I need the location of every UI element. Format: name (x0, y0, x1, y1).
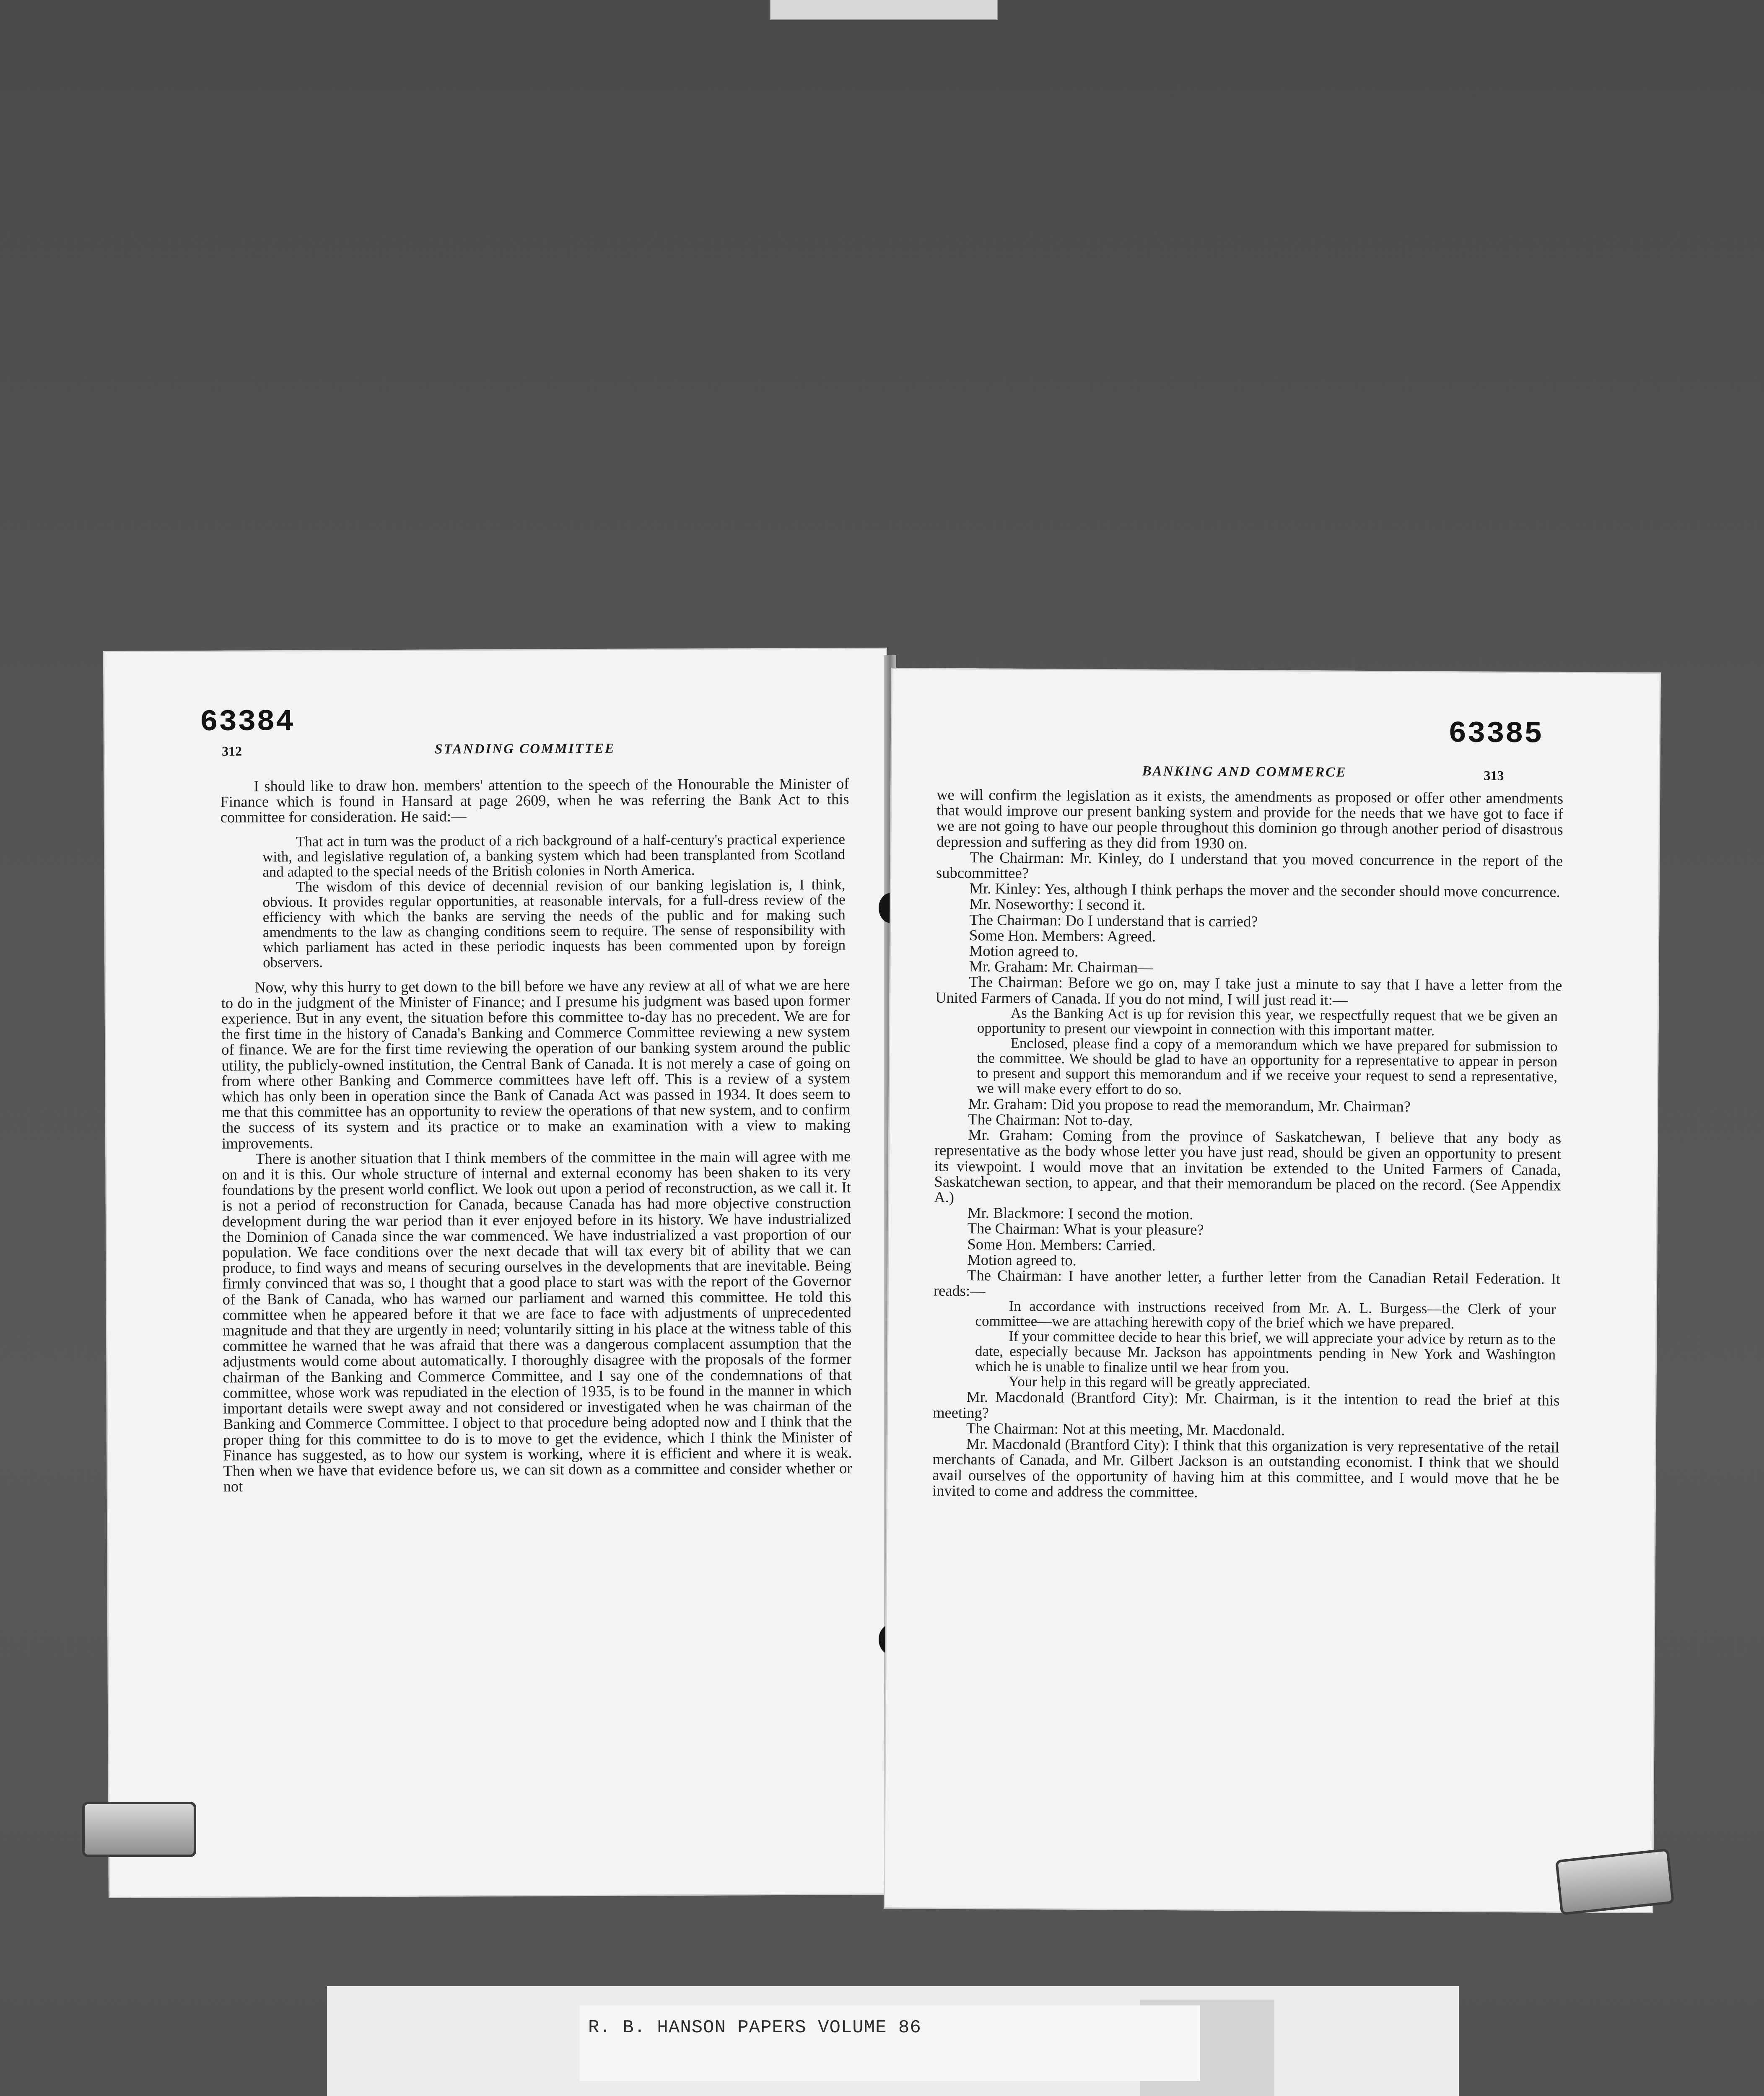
right-paragraph: If your committee decide to hear this brief, we will appreciate your advice by return as to the date, especially because Mr. Jackson has appointments pending in New York and Washington which he is unable to finalize until we hear from you. (975, 1328, 1556, 1377)
right-paragraph: The Chairman: I have another letter, a further letter from the Canadian Retail Federation. It reads:— (933, 1266, 1561, 1300)
right-paragraph: Mr. Macdonald (Brantford City): I think that this organization is very representative of the retail merchants of Canada, and Mr. Gilbert Jackson is an outstanding economist. I think that we should avail ourselves of the opportunity of having him at this committee, and I would move that he be invited to come and address the committee. (932, 1435, 1559, 1501)
right-paragraph: Mr. Graham: Coming from the province of Saskatchewan, I believe that any body as representative as the body whose letter you have just read, should be given an opportunity to present its viewpoint. I would move that an invitation be extended to the United Farmers of Canada, Saskatchewan section, to appear, and that their memorandum be placed on the record. (See Appendix A.) (934, 1126, 1562, 1206)
right-paragraph: Mr. Graham: Mr. Chairman— (969, 957, 1153, 976)
right-paragraph: The Chairman: What is your pleasure? (967, 1219, 1204, 1239)
left-paragraph: I should like to draw hon. members' attention to the speech of the Honourable the Minister of Finance which is found in Hansard at page 2609, when he was referring the Bank Act to this committee for consideration. He said:— (220, 775, 849, 826)
right-paragraph: As the Banking Act is up for revision this year, we respectfully request that we be given an opportunity to present our viewpoint in connection with this important matter. (977, 1004, 1558, 1039)
right-paragraph: The Chairman: Before we go on, may I take just a minute to say that I have a letter from the United Farmers of Canada. If you do not mind, I will just read it:— (935, 973, 1562, 1009)
right-paragraph: Enclosed, please find a copy of a memorandum which we have prepared for submission to the committee. We should be glad to have an opportunity for a representative to appear in person to present and support this memorandum and if we receive your request to send a representative, we will make every effort to do so. (976, 1035, 1558, 1098)
right-paragraph: Mr. Kinley: Yes, although I think perhaps the mover and the seconder should move concurrence. (969, 879, 1560, 900)
paper-clip-right (1555, 1848, 1674, 1915)
right-page-number: 313 (1484, 768, 1504, 783)
right-page-text (932, 787, 1563, 1502)
archive-volume-text: R. B. HANSON PAPERS VOLUME 86 (588, 2017, 921, 2038)
right-paragraph: Mr. Blackmore: I second the motion. (967, 1204, 1193, 1223)
right-paragraph: Some Hon. Members: Agreed. (969, 926, 1156, 945)
left-page-number: 312 (221, 743, 242, 759)
right-paragraph: Mr. Macdonald (Brantford City): Mr. Chairman, is it the intention to read the brief at this meeting? (933, 1388, 1560, 1422)
left-page (103, 648, 892, 1898)
right-page (884, 668, 1661, 1913)
left-paragraph: That act in turn was the product of a rich background of a half-century's practical experience with, and legislative regulation of, a banking system which had been transplanted from Scotland and adapted to the special needs of the British colonies in North America. (262, 830, 846, 880)
right-paragraph: we will confirm the legislation as it exists, the amendments as proposed or offer other amendments that would improve our present banking system and provide for the needs that we have got to face if we are not going to have our people throughout this dominion go through another period of disastrous depression and suffering as they did from 1930 on. (936, 786, 1564, 852)
right-paragraph: Your help in this regard will be greatly appreciated. (1008, 1373, 1311, 1392)
left-paragraph: Now, why this hurry to get down to the bill before we have any review at all of what we are here to do in the judgment of the Minister of Finance; and I presume his judgment was based upon former experience. But in any event, the situation before this committee to-day has no precedent. We are for the first time in the history of Canada's Banking and Commerce Committee reviewing a new system of finance. We are for the first time reviewing the operation of our banking system around the public utility, the publicly-owned institution, the Central Bank of Canada. It is not merely a case of going on from where other Banking and Commerce committees have left off. This is a review of a system which has only been in operation since the Bank of Canada Act was passed in 1934. It does seem to me that this committee has an opportunity to review the operations of that new system, and to confirm the success of its system and its practice or to make an examination with a view to making improvements. (221, 975, 851, 1152)
right-paragraph: Some Hon. Members: Carried. (967, 1235, 1156, 1254)
right-paragraph: Motion agreed to. (969, 942, 1079, 960)
left-stamp-number: 63384 (200, 705, 295, 739)
left-page-text (220, 776, 852, 1494)
archive-volume-label (580, 2005, 1200, 2081)
right-running-head: BANKING AND COMMERCE (1142, 763, 1347, 780)
right-paragraph: The Chairman: Do I understand that is carried? (969, 911, 1258, 930)
right-paragraph: Motion agreed to. (967, 1251, 1077, 1269)
left-running-head: STANDING COMMITTEE (434, 741, 615, 757)
right-paragraph: The Chairman: Not to-day. (968, 1110, 1133, 1129)
right-stamp-number: 63385 (1448, 716, 1544, 752)
right-paragraph: The Chairman: Mr. Kinley, do I understand that you moved concurrence in the report of the subcommittee? (936, 848, 1563, 882)
open-book (103, 651, 1671, 1904)
left-paragraph: There is another situation that I think members of the committee in the main will agree with me on and it is this. Our whole structure of internal and external economy has been shaken to its very foundations by the present world conflict. We look out upon a period of reconstruction, as we call it. It is not a period of reconstruction for Canada, because Canada has had more objective construction development during the war period than it ever enjoyed before in its history. We have industrialized the Dominion of Canada since the war commenced. We have industrialized a vast proportion of our population. We face conditions over the next decade that will tax every bit of ability that we can produce, to find ways and means of securing ourselves in the developments that are inevitable. Being firmly convinced that was so, I thought that a good place to start was with the report of the Governor of the Bank of Canada, who has warned our parliament and warned this committee. He told this committee when he appeared before it that we are face to face with adjustments of unprecedented magnitude and that they are urgently in need; voluntarily sitting in his place at the witness table of this committee he warned that he was afraid that there was a dangerous complacent assumption that the adjustments would come about automatically. I thoroughly disagree with the proposals of the former chairman of the Banking and Commerce Committee, and I say one of the condemnations of that committee, whose work was repudiated in the election of 1935, is to be found in the manner in which important details were swept away and not considered or investigated when he was chairman of the Banking and Commerce Committee. I object to that procedure being adopted now and I think that the proper thing for this committee to do is to move to get the evidence, which I think the Minister of Finance has suggested, as to how our system is working, where it is efficient and where it is weak. Then when we have that evidence before us, we can sit down as a committee and consider whether or not (222, 1147, 852, 1495)
left-paragraph: The wisdom of this device of decennial revision of our banking legislation is, I think, obvious. It provides regular opportunities, at reasonable intervals, for a full-dress review of the efficiency with which the banks are serving the needs of the public and for making such amendments to the law as changing conditions seem to require. The sense of responsibility with which parliament has acted in these periodic inquests has been commented upon by foreign observers. (262, 876, 846, 970)
right-paragraph: Mr. Graham: Did you propose to read the memorandum, Mr. Chairman? (968, 1095, 1411, 1115)
top-clip (770, 0, 998, 20)
right-paragraph: Mr. Noseworthy: I second it. (969, 895, 1146, 914)
paper-clip-left (82, 1802, 196, 1857)
right-paragraph: The Chairman: Not at this meeting, Mr. Macdonald. (966, 1419, 1285, 1439)
right-paragraph: In accordance with instructions received from Mr. A. L. Burgess—the Clerk of your committee—we are attaching herewith copy of the brief which we have prepared. (975, 1298, 1556, 1332)
